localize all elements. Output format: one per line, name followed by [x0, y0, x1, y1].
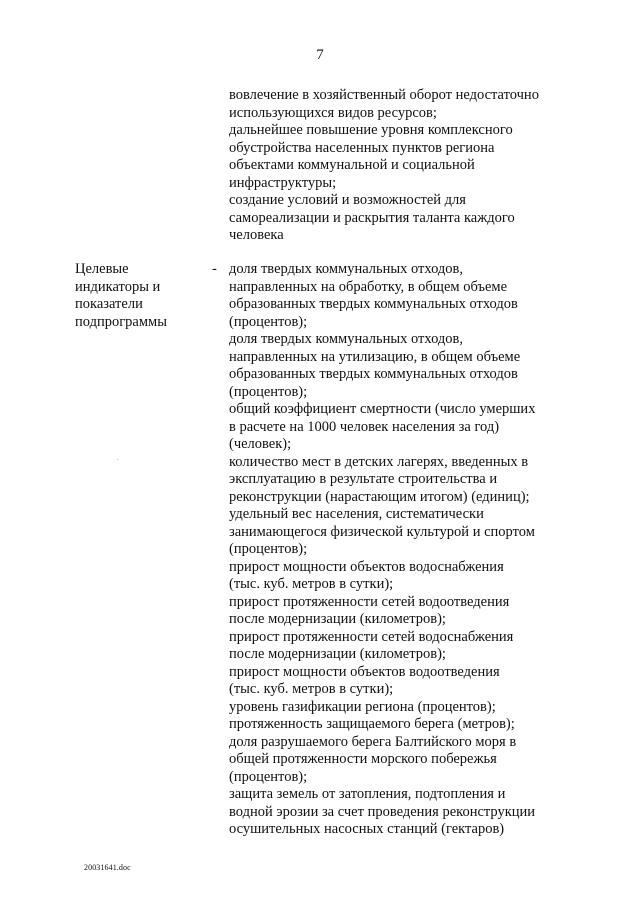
indicator-line: направленных на утилизацию, в общем объеме — [229, 348, 521, 365]
goals-continued-text — [229, 87, 539, 245]
indicator-line: доля твердых коммунальных отходов, — [229, 331, 464, 347]
goal-line: дальнейшее повышение уровня комплексного — [229, 122, 513, 138]
indicator-line: (процентов); — [229, 541, 308, 557]
indicators-label-line: показатели — [75, 296, 143, 312]
indicator-line: (процентов); — [229, 768, 308, 785]
indicators-label-line: Целевые — [75, 261, 129, 277]
goal-line: инфраструктуры; — [229, 174, 337, 191]
goal-line: вовлечение в хозяйственный оборот недостаточно — [229, 87, 539, 103]
indicator-line: (тыс. куб. метров в сутки); — [229, 681, 394, 697]
indicator-line: осушительных насосных станций (гектаров) — [229, 821, 505, 837]
indicator-line: (процентов); — [229, 383, 308, 400]
indicator-line: в расчете на 1000 человек населения за год) — [229, 418, 500, 435]
indicators-dash: - — [212, 261, 217, 277]
indicator-line: реконструкции (нарастающим итогом) (единиц); — [229, 488, 530, 505]
indicator-line: доля твердых коммунальных отходов, — [229, 261, 464, 277]
indicator-line: (процентов); — [229, 313, 308, 330]
indicator-line: общий коэффициент смертности (число умерших — [229, 401, 536, 417]
indicators-label — [75, 261, 167, 331]
indicator-line: количество мест в детских лагерях, введенных в — [229, 453, 529, 470]
indicator-line: прирост протяженности сетей водоотведения — [229, 593, 510, 610]
goal-line: самореализации и раскрытия таланта каждого — [229, 209, 515, 226]
indicator-line: прирост мощности объектов водоотведения — [229, 663, 500, 680]
indicator-line: эксплуатацию в результате строительства и — [229, 471, 498, 487]
indicator-line: протяженность защищаемого берега (метров); — [229, 716, 515, 732]
goal-line: человека — [229, 227, 284, 243]
goal-line: объектами коммунальной и социальной — [229, 157, 475, 173]
indicator-line: водной эрозии за счет проведения реконструкции — [229, 803, 536, 820]
footer-file-name: 20031641.doc — [84, 863, 131, 872]
indicator-line: защита земель от затопления, подтопления и — [229, 786, 506, 802]
indicator-line: образованных твердых коммунальных отходов — [229, 296, 518, 312]
indicator-line: (тыс. куб. метров в сутки); — [229, 576, 394, 592]
goal-line: создание условий и возможностей для — [229, 192, 466, 208]
scan-artifact-dot — [117, 459, 118, 460]
indicator-line: доля разрушаемого берега Балтийского моря в — [229, 733, 517, 750]
indicator-line: образованных твердых коммунальных отходов — [229, 366, 518, 382]
indicator-line: после модернизации (километров); — [229, 646, 446, 662]
page-number: 7 — [316, 47, 324, 63]
indicator-line: удельный вес населения, систематически — [229, 506, 484, 522]
indicator-line: прирост протяженности сетей водоснабжения — [229, 628, 514, 645]
goal-line: использующихся видов ресурсов; — [229, 104, 437, 121]
indicator-line: уровень газификации региона (процентов); — [229, 698, 496, 715]
indicator-line: прирост мощности объектов водоснабжения — [229, 558, 504, 575]
indicators-label-line: индикаторы и — [75, 278, 161, 295]
indicator-line: после модернизации (километров); — [229, 611, 446, 627]
indicator-line: (человек); — [229, 436, 292, 452]
indicators-list — [229, 261, 535, 839]
goal-line: обустройства населенных пунктов региона — [229, 139, 495, 156]
indicators-label-line: подпрограммы — [75, 313, 167, 330]
indicator-line: занимающегося физической культурой и спортом — [229, 523, 535, 540]
indicator-line: общей протяженности морского побережья — [229, 751, 497, 767]
indicator-line: направленных на обработку, в общем объеме — [229, 278, 508, 295]
